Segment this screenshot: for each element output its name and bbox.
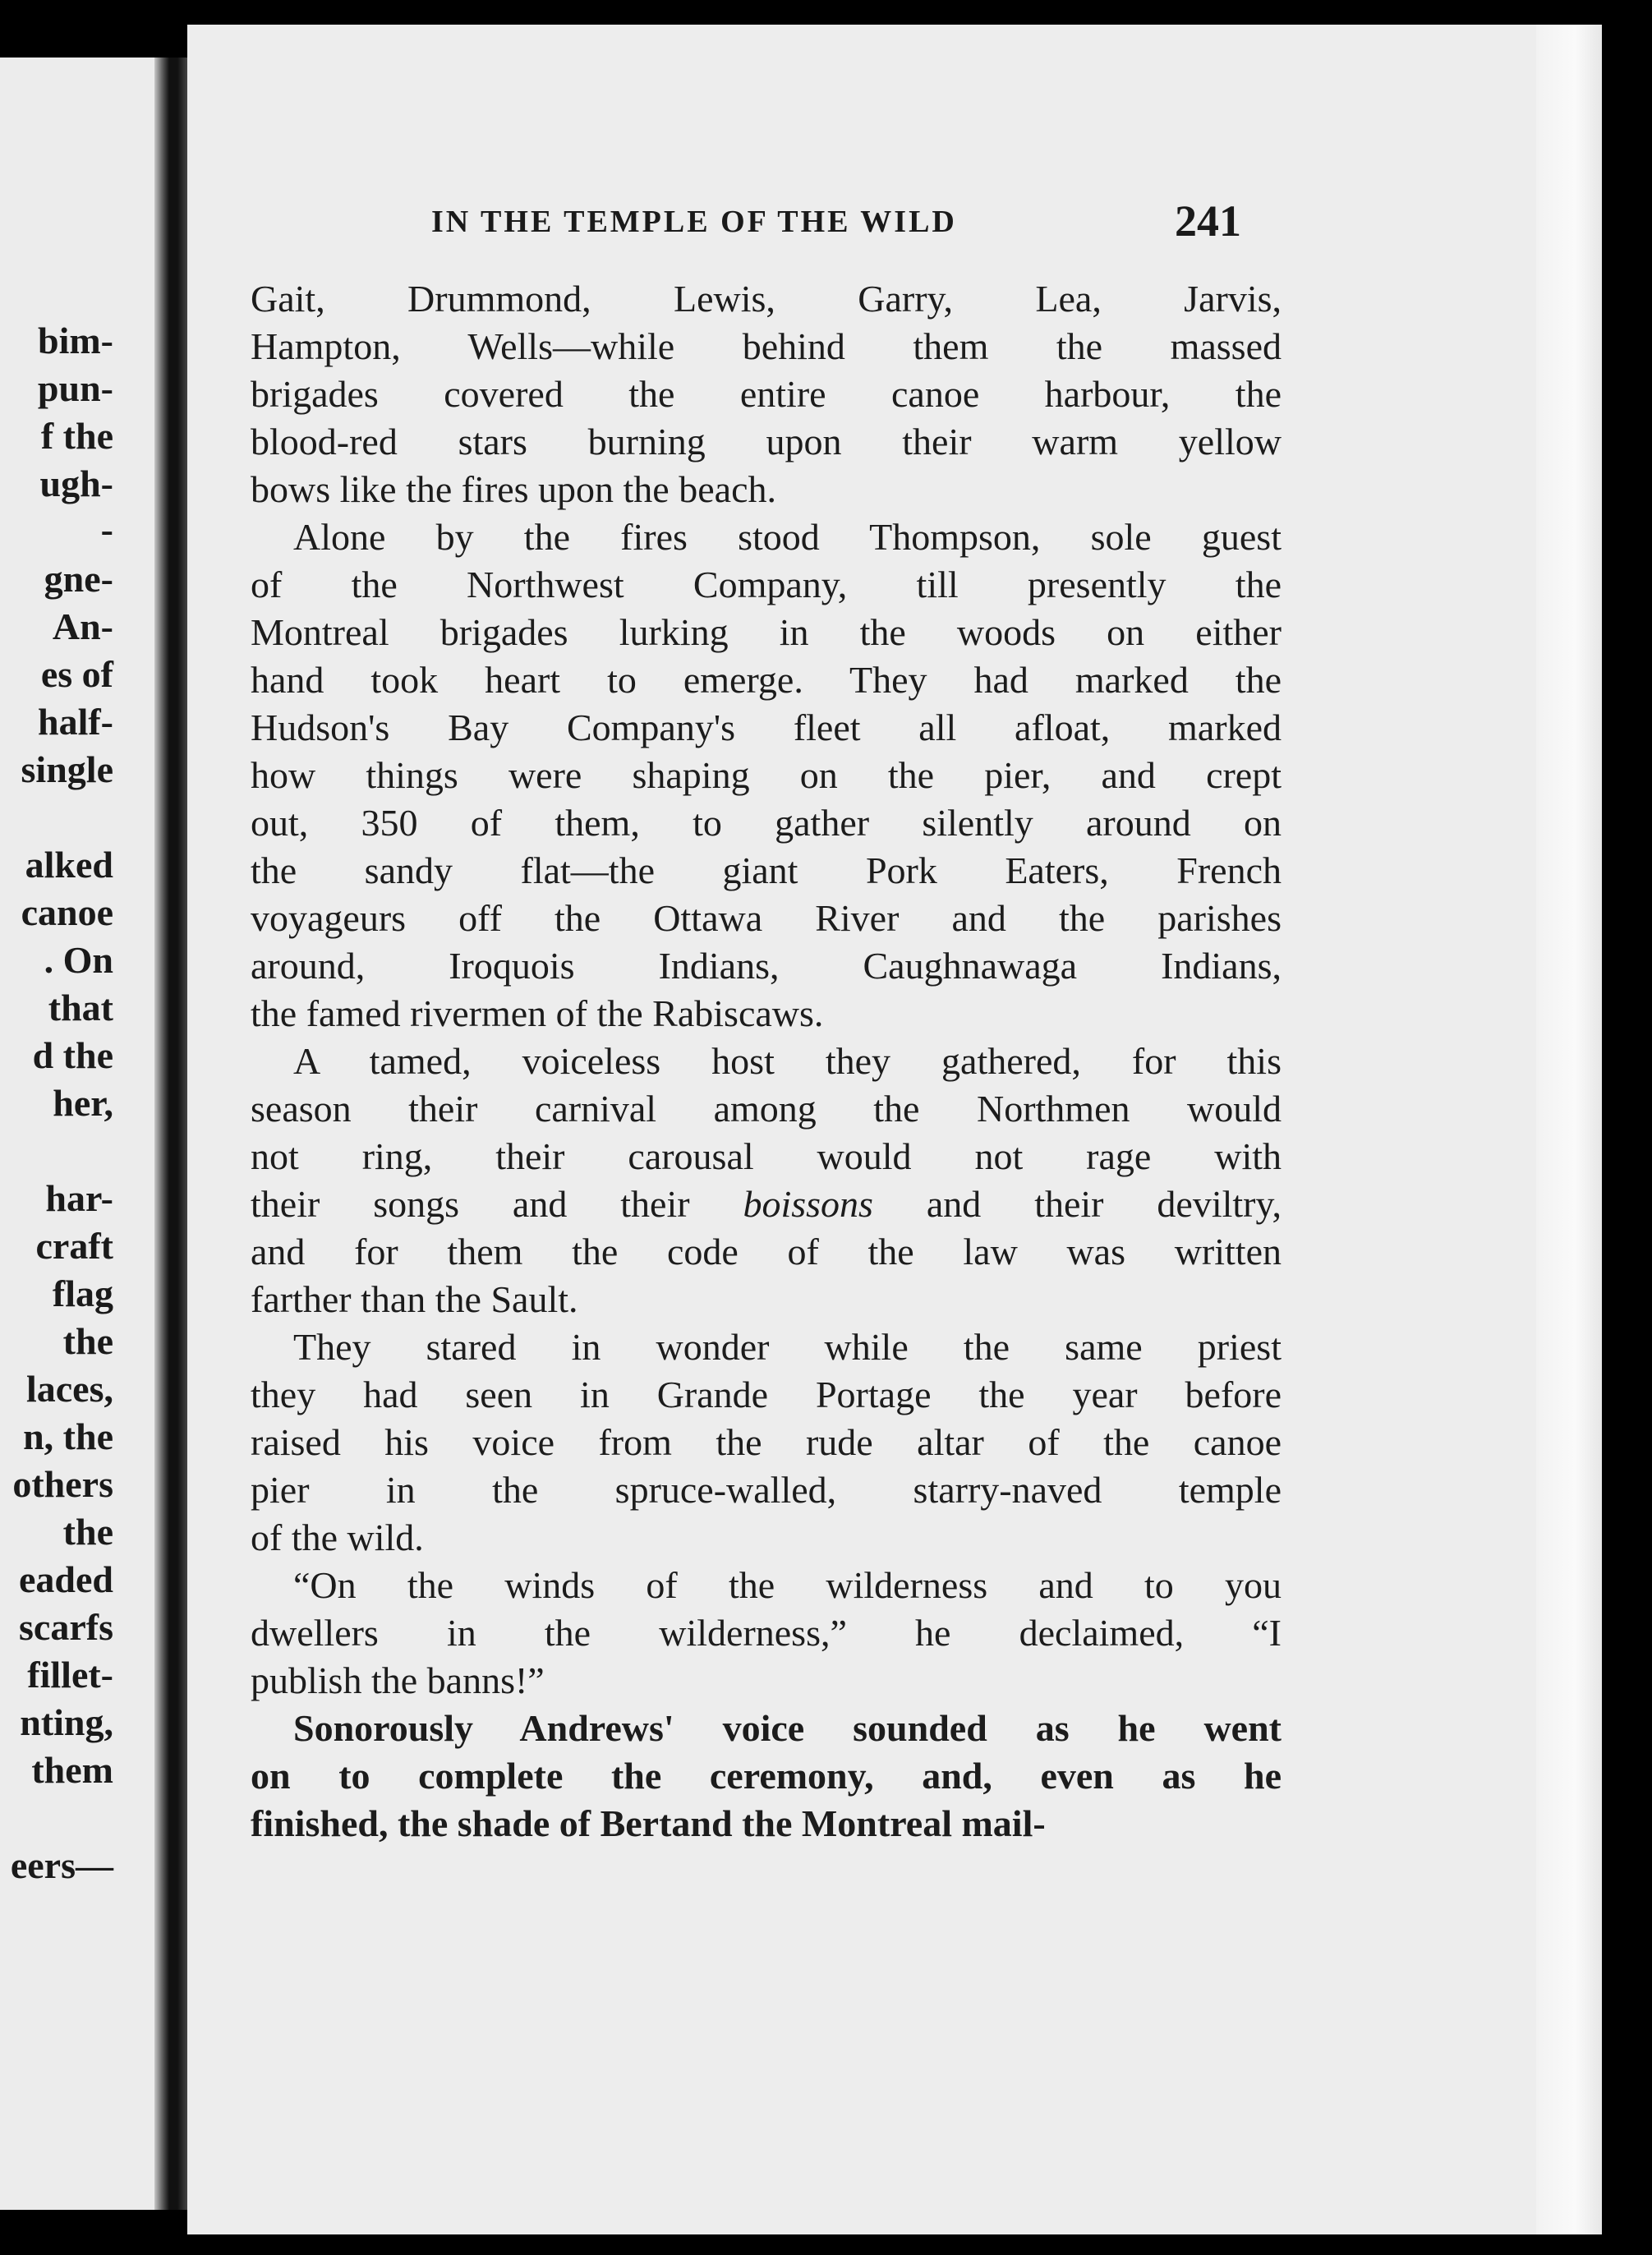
text-line: finished, the shade of Bertand the Montreal mail- bbox=[251, 1802, 1046, 1844]
left-fragment: . On bbox=[44, 939, 113, 981]
left-fragment: es of bbox=[40, 653, 113, 695]
text-line: “On the winds of the wilderness and to you bbox=[293, 1564, 1282, 1606]
text-line: the famed rivermen of the Rabiscaws. bbox=[251, 992, 824, 1034]
body-text bbox=[251, 275, 1286, 1848]
left-fragment: f the bbox=[40, 415, 113, 457]
text-line: hand took heart to emerge. They had marked the bbox=[251, 659, 1282, 701]
left-fragment: canoe bbox=[21, 891, 113, 933]
left-fragment: flag bbox=[52, 1272, 113, 1314]
text-line: on to complete the ceremony, and, even as he bbox=[251, 1755, 1282, 1797]
text-line: not ring, their carousal would not rage with bbox=[251, 1135, 1282, 1177]
text-line: farther than the Sault. bbox=[251, 1278, 578, 1320]
previous-page-strip bbox=[0, 58, 154, 2210]
left-fragment: others bbox=[12, 1463, 113, 1505]
left-fragment: craft bbox=[35, 1225, 113, 1267]
text-line: of the wild. bbox=[251, 1516, 424, 1558]
left-fragment: the bbox=[62, 1511, 113, 1553]
text-line: around, Iroquois Indians, Caughnawaga Indians, bbox=[251, 945, 1282, 987]
text-line: pier in the spruce-walled, starry-naved temple bbox=[251, 1469, 1282, 1511]
left-fragment: n, the bbox=[23, 1415, 113, 1457]
text-line: the sandy flat—the giant Pork Eaters, French bbox=[251, 849, 1282, 891]
text-line: and for them the code of the law was written bbox=[251, 1231, 1282, 1272]
text-line: publish the banns!” bbox=[251, 1659, 545, 1701]
text-line: out, 350 of them, to gather silently around on bbox=[251, 802, 1282, 844]
left-fragment: single bbox=[21, 748, 113, 790]
left-fragment: bim- bbox=[38, 320, 113, 361]
left-fragment: that bbox=[48, 987, 113, 1029]
text-line: raised his voice from the rude altar of the canoe bbox=[251, 1421, 1282, 1463]
text-line: of the Northwest Company, till presently the bbox=[251, 564, 1282, 605]
page-number: 241 bbox=[1175, 196, 1241, 246]
left-fragment: her, bbox=[53, 1082, 113, 1124]
left-fragment: nting, bbox=[20, 1701, 113, 1743]
left-fragment: fillet- bbox=[27, 1654, 113, 1696]
text-line: They stared in wonder while the same priest bbox=[293, 1326, 1282, 1368]
text-line: how things were shaping on the pier, and crept bbox=[251, 754, 1282, 796]
text-line: Sonorously Andrews' voice sounded as he went bbox=[293, 1707, 1282, 1749]
page-edge bbox=[1536, 25, 1602, 2234]
text-line: Montreal brigades lurking in the woods on either bbox=[251, 611, 1282, 653]
left-fragment: them bbox=[31, 1749, 113, 1791]
text-line: voyageurs off the Ottawa River and the parishes bbox=[251, 897, 1282, 939]
text-line: Hudson's Bay Company's fleet all afloat, marked bbox=[251, 706, 1282, 748]
left-fragment: An- bbox=[52, 605, 113, 647]
text-line: dwellers in the wilderness,” he declaimed, “I bbox=[251, 1612, 1282, 1654]
left-fragment: gne- bbox=[44, 558, 113, 600]
left-fragment: pun- bbox=[37, 367, 113, 409]
text-line: Gait, Drummond, Lewis, Garry, Lea, Jarvis, bbox=[251, 278, 1282, 320]
text-line: bows like the fires upon the beach. bbox=[251, 468, 776, 510]
left-fragment: the bbox=[62, 1320, 113, 1362]
left-fragment: - bbox=[100, 509, 113, 550]
text-line: their songs and their boissons and their deviltry, bbox=[251, 1183, 1282, 1225]
book-gutter bbox=[154, 58, 187, 2210]
text-line: blood-red stars burning upon their warm yellow bbox=[251, 421, 1282, 463]
text-line: brigades covered the entire canoe harbour, the bbox=[251, 373, 1282, 415]
text-line: they had seen in Grande Portage the year before bbox=[251, 1374, 1282, 1415]
text-line: A tamed, voiceless host they gathered, for this bbox=[293, 1040, 1282, 1082]
left-fragment: laces, bbox=[25, 1368, 113, 1410]
running-head-title: IN THE TEMPLE OF THE WILD bbox=[431, 205, 957, 239]
left-fragment: eaded bbox=[19, 1558, 113, 1600]
left-fragment: eers— bbox=[10, 1844, 113, 1886]
left-fragment: d the bbox=[32, 1034, 113, 1076]
text-line: Hampton, Wells—while behind them the massed bbox=[251, 325, 1282, 367]
left-fragment: ugh- bbox=[39, 463, 113, 504]
left-fragment: har- bbox=[45, 1177, 113, 1219]
left-fragment: half- bbox=[38, 701, 113, 743]
left-fragment: alked bbox=[25, 844, 113, 886]
text-line: season their carnival among the Northmen would bbox=[251, 1088, 1282, 1130]
text-line: Alone by the fires stood Thompson, sole guest bbox=[293, 516, 1282, 558]
left-fragment: scarfs bbox=[19, 1606, 113, 1648]
